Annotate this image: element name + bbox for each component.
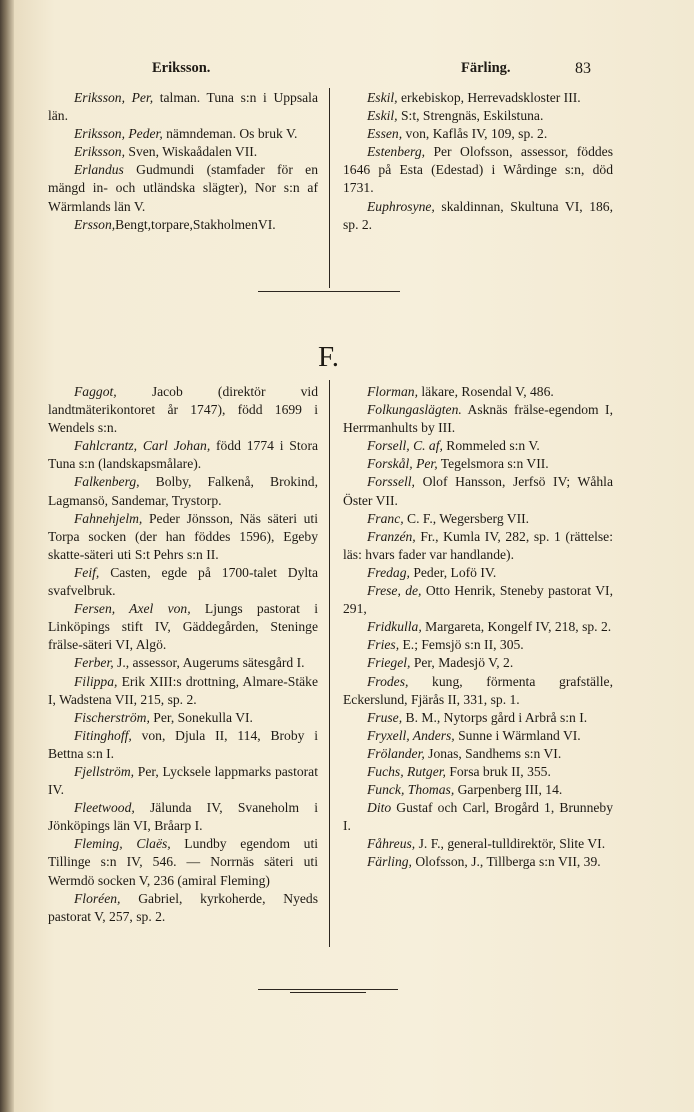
entry-name: Dito bbox=[367, 800, 392, 816]
entry-name: Faggot, bbox=[74, 384, 117, 399]
entry-name: Friegel, bbox=[367, 655, 411, 671]
index-entry bbox=[343, 763, 613, 781]
entry-name: Fischerström, bbox=[74, 709, 150, 725]
entry-text: J. F., general-tulldirektör, Slite VI. bbox=[415, 836, 606, 852]
index-entry bbox=[343, 709, 613, 727]
entry-name: Fitinghoff, bbox=[74, 727, 132, 743]
entry-name: Färling, bbox=[367, 854, 412, 870]
index-entry bbox=[48, 890, 318, 926]
column-divider-bottom bbox=[329, 380, 330, 947]
entry-name: Euphrosyne, bbox=[367, 198, 435, 214]
book-gutter bbox=[0, 0, 14, 1112]
entry-name: Estenberg, bbox=[367, 144, 426, 160]
entry-name: Fuchs, Rutger, bbox=[367, 763, 446, 779]
entry-text: Per, Sonekulla VI. bbox=[149, 709, 253, 725]
entry-text: Jonas, Sandhems s:n VI. bbox=[424, 745, 562, 761]
entry-text: Gustaf och Carl, Brogård 1, Brunneby I. bbox=[343, 800, 613, 834]
section-divider bbox=[258, 291, 400, 292]
entry-name: Filippa, bbox=[74, 673, 118, 689]
entry-text: Tegelsmora s:n VII. bbox=[437, 456, 549, 472]
entry-text: Bengt,torpare,StakholmenVI. bbox=[115, 216, 276, 232]
entry-name: Fruse, bbox=[367, 709, 403, 725]
header-right: Färling. bbox=[461, 60, 511, 76]
entry-text: kung, förmenta grafställe, Eckerslund, Fjärås II, 331, sp. 1. bbox=[343, 673, 613, 707]
entry-text: Otto Henrik, Steneby pastorat VI, 291, bbox=[343, 583, 613, 617]
entry-name: Frese, de, bbox=[367, 583, 422, 599]
entry-name: Eskil, bbox=[367, 108, 398, 124]
entry-name: Fries, bbox=[367, 637, 400, 653]
entry-text: född 1774 i Stora Tuna s:n (landskapsmålare). bbox=[48, 438, 319, 472]
entry-name: Frodes, bbox=[367, 673, 409, 689]
entry-text: Erik XIII:s drottning, Almare-Stäke I, Wadstena VII, 215, sp. 2. bbox=[48, 673, 318, 707]
index-entry bbox=[343, 89, 613, 107]
index-entry bbox=[343, 781, 613, 799]
column-divider-top bbox=[329, 88, 330, 288]
running-header bbox=[0, 60, 694, 80]
index-entry bbox=[48, 564, 318, 600]
entry-name: Fåhreus, bbox=[367, 836, 416, 852]
column-top-right bbox=[343, 89, 613, 234]
index-entry bbox=[343, 636, 613, 654]
entry-name: Fahlcrantz, Carl Johan, bbox=[74, 438, 211, 454]
index-entry bbox=[343, 143, 613, 197]
entry-name: Eriksson, bbox=[74, 144, 125, 160]
end-rule-short bbox=[290, 992, 366, 993]
entry-name: Fredag, bbox=[367, 564, 410, 580]
entry-text: E.; Femsjö s:n II, 305. bbox=[399, 637, 524, 653]
entry-text: C. F., Wegersberg VII. bbox=[403, 510, 530, 526]
entry-name: Fersen, Axel von, bbox=[74, 601, 191, 617]
index-entry bbox=[48, 835, 318, 889]
entry-name: Forskål, Per, bbox=[367, 456, 438, 472]
index-entry bbox=[48, 600, 318, 654]
entry-text: Gudmundi (stamfader för en mängd in- och utländska slägter), Nor s:n af Wärmlands län V. bbox=[48, 162, 318, 214]
entry-text: J., assessor, Augerums sätesgård I. bbox=[113, 655, 305, 671]
entry-text: Per, Lycksele lappmarks pastorat IV. bbox=[48, 763, 318, 798]
index-entry bbox=[343, 125, 613, 143]
index-entry bbox=[343, 835, 613, 853]
entry-text: Bolby, Falkenå, Brokind, Lagmansö, Sandemar, Trystorp. bbox=[48, 474, 318, 508]
entry-name: Fjellström, bbox=[74, 763, 135, 779]
index-entry bbox=[48, 437, 318, 473]
section-heading: F. bbox=[318, 341, 340, 373]
entry-name: Fleetwood, bbox=[74, 800, 135, 816]
entry-name: Folkungaslägten. bbox=[367, 402, 462, 418]
entry-text: B. M., Nytorps gård i Arbrå s:n I. bbox=[402, 709, 588, 725]
entry-text: Garpenberg III, 14. bbox=[454, 782, 563, 798]
index-entry bbox=[343, 745, 613, 763]
entry-text: Forsa bruk II, 355. bbox=[445, 763, 551, 779]
entry-text: Rommeled s:n V. bbox=[442, 438, 540, 454]
index-entry bbox=[343, 437, 613, 455]
index-entry bbox=[343, 799, 613, 835]
index-entry bbox=[343, 853, 613, 871]
entry-text: Jälunda IV, Svaneholm i Jönköpings län VI, Bråarp I. bbox=[48, 800, 318, 834]
page-number: 83 bbox=[575, 60, 591, 77]
index-entry bbox=[48, 143, 318, 161]
entry-name: Franzén, bbox=[367, 528, 416, 544]
index-entry bbox=[343, 473, 613, 509]
index-entry bbox=[48, 510, 318, 564]
entry-name: Falkenberg, bbox=[74, 474, 140, 490]
index-entry bbox=[48, 799, 318, 835]
column-top-left bbox=[48, 89, 318, 234]
index-entry bbox=[343, 455, 613, 473]
index-entry bbox=[48, 727, 318, 763]
entry-text: von, Djula II, 114, Broby i Bettna s:n I. bbox=[48, 727, 318, 761]
entry-text: Per, Madesjö V, 2. bbox=[410, 655, 514, 671]
index-entry bbox=[48, 216, 318, 234]
entry-name: Ersson, bbox=[74, 216, 116, 232]
index-entry bbox=[48, 161, 318, 215]
index-entry bbox=[48, 125, 318, 143]
entry-text: Sven, Wiskaådalen VII. bbox=[124, 144, 258, 160]
entry-text: Peder, Lofö IV. bbox=[409, 564, 497, 580]
entry-text: Olof Hansson, Jerfsö IV; Wåhla Öster VII. bbox=[343, 474, 613, 508]
entry-text: Casten, egde på 1700-talet Dylta svafvelbruk. bbox=[48, 564, 318, 599]
entry-text: von, Kaflås IV, 109, sp. 2. bbox=[402, 126, 548, 142]
entry-name: Feif, bbox=[74, 564, 100, 580]
entry-text: Asknäs frälse-egendom I, Herrmanhults by III. bbox=[343, 402, 613, 436]
index-entry bbox=[343, 383, 613, 401]
entry-text: nämndeman. Os bruk V. bbox=[162, 126, 298, 142]
index-entry bbox=[343, 198, 613, 234]
entry-text: S:t, Strengnäs, Eskilstuna. bbox=[397, 108, 544, 124]
entry-name: Forsell, C. af, bbox=[367, 438, 443, 454]
index-entry bbox=[343, 673, 613, 709]
entry-text: läkare, Rosendal V, 486. bbox=[417, 384, 554, 399]
entry-name: Eskil, bbox=[367, 90, 398, 105]
entry-name: Frölander, bbox=[367, 745, 425, 761]
entry-name: Franc, bbox=[367, 510, 404, 526]
entry-text: Lundby egendom uti Tillinge s:n IV, 546. — Norrnäs säteri uti Wermdö socken V, 236 (amiral Fleming) bbox=[48, 836, 318, 888]
entry-name: Fryxell, Anders, bbox=[367, 727, 455, 743]
entry-text: Gabriel, kyrkoherde, Nyeds pastorat V, 257, sp. 2. bbox=[48, 890, 318, 924]
index-entry bbox=[343, 618, 613, 636]
entry-text: Jacob (direktör vid landtmäterikontoret år 1747), född 1699 i Wendels s:n. bbox=[48, 384, 318, 436]
index-entry bbox=[343, 510, 613, 528]
entry-name: Fleming, Claës, bbox=[74, 836, 171, 852]
index-entry bbox=[343, 582, 613, 618]
index-entry bbox=[48, 654, 318, 672]
index-entry bbox=[343, 654, 613, 672]
entry-name: Florman, bbox=[367, 384, 418, 399]
index-entry bbox=[343, 564, 613, 582]
entry-name: Funck, Thomas, bbox=[367, 782, 455, 798]
index-entry bbox=[48, 473, 318, 509]
header-left: Eriksson. bbox=[152, 60, 211, 76]
index-entry bbox=[48, 709, 318, 727]
entry-name: Floréen, bbox=[74, 890, 121, 906]
index-entry bbox=[48, 673, 318, 709]
index-entry bbox=[48, 383, 318, 437]
column-bottom-right bbox=[343, 383, 613, 872]
entry-name: Eriksson, Peder, bbox=[74, 126, 163, 142]
entry-text: Fr., Kumla IV, 282, sp. 1 (rättelse: läs: hvars fader var handlande). bbox=[343, 528, 613, 562]
index-entry bbox=[343, 528, 613, 564]
entry-text: erkebiskop, Herrevadskloster III. bbox=[397, 90, 581, 105]
entry-text: skaldinnan, Skultuna VI, 186, sp. 2. bbox=[343, 198, 613, 232]
entry-name: Eriksson, Per, bbox=[74, 90, 154, 105]
index-entry bbox=[48, 89, 318, 125]
entry-text: Olofsson, J., Tillberga s:n VII, 39. bbox=[411, 854, 601, 870]
entry-text: talman. Tuna s:n i Uppsala län. bbox=[48, 90, 318, 124]
entry-text: Sunne i Wärmland VI. bbox=[454, 727, 581, 743]
entry-text: Margareta, Kongelf IV, 218, sp. 2. bbox=[421, 619, 612, 635]
entry-name: Fridkulla, bbox=[367, 619, 422, 635]
index-entry bbox=[48, 763, 318, 799]
entry-text: Per Olofsson, assessor, föddes 1646 på Esta (Edestad) i Wårdinge s:n, död 1731. bbox=[343, 144, 613, 196]
entry-text: Ljungs pastorat i Linköpings stift IV, Gäddegården, Steninge frälse-säteri VI, Algö. bbox=[48, 601, 319, 653]
index-entry bbox=[343, 107, 613, 125]
entry-name: Forssell, bbox=[367, 474, 415, 490]
entry-name: Erlandus bbox=[74, 162, 124, 178]
index-entry bbox=[343, 727, 613, 745]
entry-name: Fahnehjelm, bbox=[74, 510, 143, 526]
column-bottom-left bbox=[48, 383, 318, 926]
index-entry bbox=[343, 401, 613, 437]
end-rule bbox=[258, 989, 398, 990]
entry-name: Essen, bbox=[367, 126, 403, 142]
entry-text: Peder Jönsson, Näs säteri uti Torpa socken (der han föddes 1596), Egeby skatte-säteri uti S:t Pehrs s:n II. bbox=[48, 510, 318, 562]
entry-name: Ferber, bbox=[74, 655, 114, 671]
